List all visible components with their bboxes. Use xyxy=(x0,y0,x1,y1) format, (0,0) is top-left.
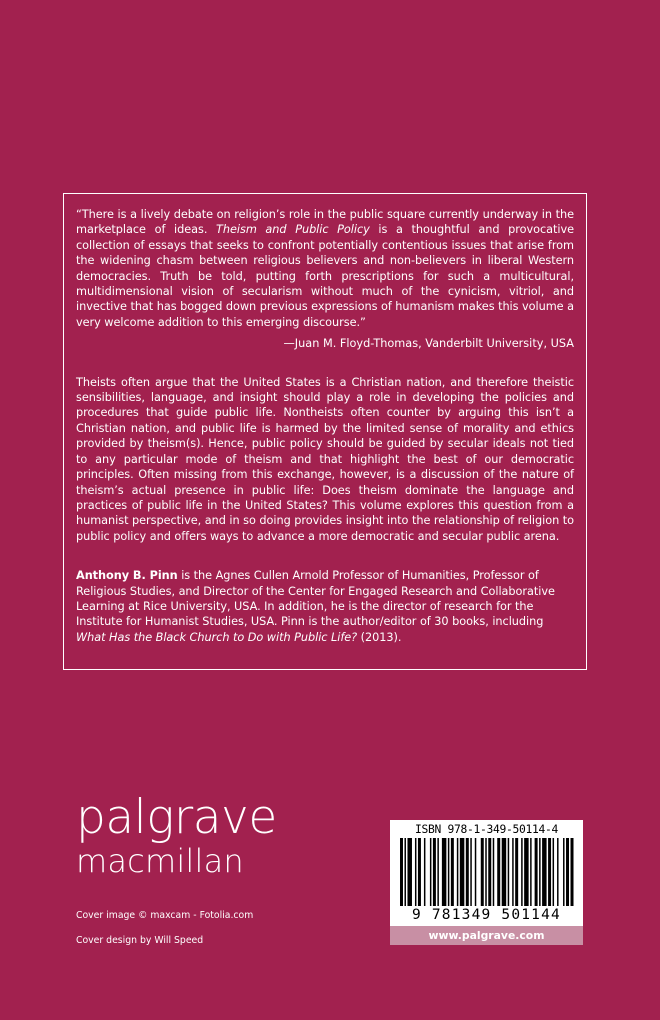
barcode-bar xyxy=(470,838,471,906)
barcode-bar xyxy=(502,838,506,906)
publisher-logo xyxy=(76,790,277,880)
barcode-bar xyxy=(571,838,574,906)
barcode-bar xyxy=(466,838,469,906)
barcode-bar xyxy=(508,838,509,906)
barcode-bar xyxy=(475,838,476,906)
logo-macmillan: macmillan xyxy=(76,842,244,880)
author-book-title: What Has the Black Church to Do with Public Life? xyxy=(76,630,358,644)
author-name: Anthony B. Pinn xyxy=(76,569,178,583)
cover-image-credit: Cover image © maxcam - Fotolia.com xyxy=(76,910,254,921)
barcode-bar xyxy=(497,838,500,906)
barcode-bar xyxy=(400,838,403,906)
barcode-bar xyxy=(557,838,558,906)
book-title: Theism and Public Policy xyxy=(216,223,370,237)
barcode-bar xyxy=(524,838,528,906)
cover-design-credit: Cover design by Will Speed xyxy=(76,935,204,946)
barcode-bar xyxy=(542,838,546,906)
author-bio: Anthony B. Pinn is the Agnes Cullen Arnold Professor of Humanities, Professor of Religious Studies, and Director of the Center for Engaged Research and Collaborative Learning at Rice University, USA. In addition, he is the director of research for the Institute for Humanist Studies, USA. Pinn is the author/editor of 30 books, including What Has the Black Church to Do with Public Life? (2013). xyxy=(76,569,555,644)
barcode-bar xyxy=(535,838,538,906)
barcode-bar xyxy=(566,838,569,906)
barcode-bar xyxy=(481,838,484,906)
back-cover-text-box xyxy=(63,193,587,670)
isbn-digits: 9 781349 501144 xyxy=(412,907,561,923)
barcode-bar xyxy=(457,838,458,906)
review-quote: “There is a lively debate on religion’s role in the public square currently underway in the marketplace of ideas. Theism and Public Policy is a thoughtful and provocative collection of essays that seeks to confront potentially contentious issues that arise from the widening chasm between religious believers and non-believers in liberal Western democracies. Truth be told, putting forth prescriptions for such a multicultural, multidimensional vision of secularism without much of the cynicism, vitriol, and invective that has bogged down previous expressions of humanism makes this volume a very welcome addition to this emerging discourse.” xyxy=(76,208,574,329)
barcode-bar xyxy=(521,838,522,906)
isbn-barcode xyxy=(390,820,583,926)
barcode-bar xyxy=(418,838,421,906)
barcode-bars xyxy=(400,838,575,906)
barcode-bar xyxy=(515,838,518,906)
barcode-bar xyxy=(539,838,540,906)
barcode-bar xyxy=(553,838,554,906)
barcode-bar xyxy=(460,838,464,906)
barcode-bar xyxy=(488,838,491,906)
barcode-bar xyxy=(430,838,431,906)
barcode-bar xyxy=(448,838,449,906)
barcode-bar xyxy=(451,838,454,906)
book-description: Theists often argue that the United States is a Christian nation, and therefore theistic sensibilities, language, and insight should play a role in developing the policies and procedures that guide public life. Nontheists often counter by arguing this isn’t a Christian nation, and public life is harmed by the limited sense of morality and ethics provided by theism(s). Hence, public policy should be guided by secular ideals not tied to any particular mode of theism and that highlight the best of our democratic principles. Often missing from this exchange, however, is a discussion of the nature of theism’s actual presence in public life: Does theism dominate the language and practices of public life in the United States? This volume explores this question from a humanist perspective, and in so doing provides insight into the relationship of religion to public policy and offers ways to advance a more democratic and secular public arena. xyxy=(76,375,574,543)
barcode-bar xyxy=(404,838,405,906)
barcode-bar xyxy=(407,838,411,906)
isbn-label: ISBN 978-1-349-50114-4 xyxy=(414,823,559,836)
barcode-bar xyxy=(563,838,564,906)
barcode-bar xyxy=(512,838,513,906)
barcode-bar xyxy=(485,838,486,906)
review-attribution: —Juan M. Floyd-Thomas, Vanderbilt University, USA xyxy=(283,337,574,351)
barcode-bar xyxy=(548,838,551,906)
barcode-bar xyxy=(433,838,436,906)
barcode-bar xyxy=(437,838,438,906)
barcode-bar xyxy=(415,838,416,906)
publisher-url: www.palgrave.com xyxy=(390,926,583,945)
barcode-bar xyxy=(530,838,531,906)
barcode-bar xyxy=(442,838,446,906)
barcode-bar xyxy=(493,838,494,906)
logo-palgrave: palgrave xyxy=(76,790,277,845)
barcode-bar xyxy=(424,838,425,906)
